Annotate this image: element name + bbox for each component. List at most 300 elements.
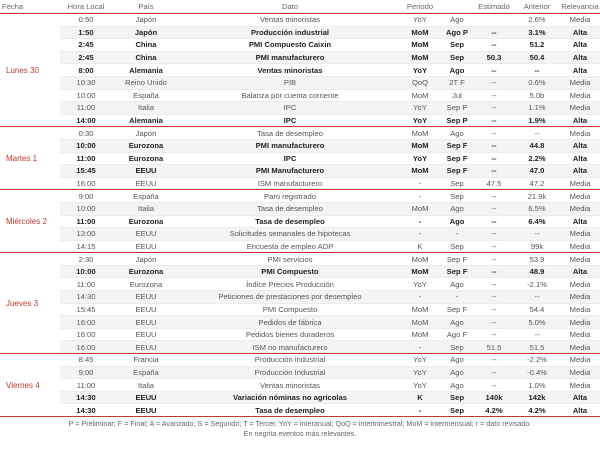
- event-country: Francia: [112, 354, 180, 367]
- event-estimate: --: [474, 366, 514, 379]
- event-month: Ago: [440, 278, 474, 291]
- table-row: [0, 114, 600, 127]
- event-name: PIB: [180, 76, 400, 89]
- event-previous: 2.2%: [514, 152, 560, 165]
- event-time: 11:00: [60, 152, 112, 165]
- table-row: [0, 64, 600, 77]
- event-relevance: Media: [560, 240, 600, 253]
- event-period: YoY: [400, 14, 440, 27]
- event-estimate: --: [474, 291, 514, 304]
- event-estimate: --: [474, 240, 514, 253]
- event-relevance: Alta: [560, 152, 600, 165]
- event-name: Producción industrial: [180, 354, 400, 367]
- event-month: Ago: [440, 215, 474, 228]
- event-relevance: Media: [560, 14, 600, 27]
- event-month: Sep F: [440, 165, 474, 178]
- table-row: [0, 240, 600, 253]
- header-estimado: Estimado: [474, 0, 514, 14]
- event-name: PMI Compuesto Caixin: [180, 39, 400, 52]
- table-row: [0, 14, 600, 27]
- event-time: 2:45: [60, 51, 112, 64]
- event-estimate: --: [474, 64, 514, 77]
- event-month: Sep: [440, 51, 474, 64]
- event-relevance: Alta: [560, 39, 600, 52]
- event-country: Japón: [112, 26, 180, 39]
- event-estimate: --: [474, 202, 514, 215]
- event-name: Peticiones de prestaciones por desempleo: [180, 291, 400, 304]
- event-time: 8:00: [60, 64, 112, 77]
- event-previous: 51.5: [514, 341, 560, 354]
- event-previous: -2.1%: [514, 278, 560, 291]
- event-country: España: [112, 190, 180, 203]
- event-relevance: Alta: [560, 215, 600, 228]
- event-previous: 142k: [514, 391, 560, 404]
- table-row: [0, 202, 600, 215]
- event-relevance: Media: [560, 89, 600, 102]
- table-row: [0, 341, 600, 354]
- event-time: 10:00: [60, 265, 112, 278]
- event-time: 11:00: [60, 379, 112, 392]
- event-relevance: Media: [560, 127, 600, 140]
- table-row: [0, 177, 600, 190]
- header-mes: [440, 0, 474, 14]
- event-estimate: 51.5: [474, 341, 514, 354]
- event-period: YoY: [400, 366, 440, 379]
- event-previous: 6.4%: [514, 215, 560, 228]
- event-period: MoM: [400, 328, 440, 341]
- event-estimate: --: [474, 139, 514, 152]
- table-row: [0, 215, 600, 228]
- event-name: Pedidos bienes duraderos: [180, 328, 400, 341]
- event-country: EEUU: [112, 328, 180, 341]
- event-time: 13:00: [60, 228, 112, 241]
- event-estimate: 50.3: [474, 51, 514, 64]
- event-month: Sep F: [440, 139, 474, 152]
- event-month: Sep F: [440, 265, 474, 278]
- event-time: 14:30: [60, 391, 112, 404]
- header-fecha: Fecha: [0, 0, 60, 14]
- table-row: [0, 354, 600, 367]
- event-relevance: Media: [560, 316, 600, 329]
- table-row: [0, 26, 600, 39]
- event-estimate: --: [474, 303, 514, 316]
- event-estimate: --: [474, 165, 514, 178]
- event-estimate: --: [474, 76, 514, 89]
- event-estimate: --: [474, 278, 514, 291]
- header-relevancia: Relevancia: [560, 0, 600, 14]
- event-previous: 47.2: [514, 177, 560, 190]
- event-time: 14:30: [60, 291, 112, 304]
- event-month: Sep: [440, 341, 474, 354]
- event-time: 14:00: [60, 114, 112, 127]
- table-row: [0, 51, 600, 64]
- event-period: -: [400, 341, 440, 354]
- table-row: [0, 291, 600, 304]
- event-month: Sep F: [440, 253, 474, 266]
- event-month: Sep: [440, 190, 474, 203]
- event-country: EEUU: [112, 303, 180, 316]
- event-country: EEUU: [112, 391, 180, 404]
- day-label: Miércoles 2: [0, 190, 60, 253]
- event-estimate: --: [474, 114, 514, 127]
- event-time: 9:00: [60, 366, 112, 379]
- event-estimate: --: [474, 127, 514, 140]
- event-estimate: --: [474, 152, 514, 165]
- event-country: España: [112, 366, 180, 379]
- table-row: [0, 391, 600, 404]
- event-name: ISM manufacturero: [180, 177, 400, 190]
- event-estimate: --: [474, 316, 514, 329]
- event-previous: 44.8: [514, 139, 560, 152]
- event-name: IPC: [180, 114, 400, 127]
- event-name: Pedidos de fábrica: [180, 316, 400, 329]
- event-estimate: --: [474, 253, 514, 266]
- event-relevance: Alta: [560, 51, 600, 64]
- event-relevance: Media: [560, 190, 600, 203]
- event-month: Sep P: [440, 102, 474, 115]
- event-period: -: [400, 190, 440, 203]
- event-period: -: [400, 215, 440, 228]
- event-period: -: [400, 291, 440, 304]
- event-name: PMI Compuesto: [180, 265, 400, 278]
- event-time: 0:50: [60, 14, 112, 27]
- event-name: PMI manufacturero: [180, 51, 400, 64]
- table-row: [0, 366, 600, 379]
- event-previous: 5.0%: [514, 316, 560, 329]
- event-country: Japón: [112, 253, 180, 266]
- event-relevance: Media: [560, 253, 600, 266]
- event-relevance: Media: [560, 379, 600, 392]
- event-previous: 99k: [514, 240, 560, 253]
- event-previous: 2.6%: [514, 14, 560, 27]
- table-row: [0, 165, 600, 178]
- footnote-bold: En negrita eventos más relevantes.: [243, 429, 357, 438]
- event-country: Italia: [112, 379, 180, 392]
- event-previous: 0.6%: [514, 76, 560, 89]
- event-estimate: --: [474, 102, 514, 115]
- event-period: K: [400, 240, 440, 253]
- event-estimate: --: [474, 328, 514, 341]
- event-previous: --: [514, 328, 560, 341]
- event-country: EEUU: [112, 228, 180, 241]
- event-period: MoM: [400, 165, 440, 178]
- event-country: EEUU: [112, 165, 180, 178]
- table-row: [0, 152, 600, 165]
- event-previous: 50.4: [514, 51, 560, 64]
- event-name: PMI servicios: [180, 253, 400, 266]
- event-previous: 53.9: [514, 253, 560, 266]
- event-period: YoY: [400, 278, 440, 291]
- event-country: Eurozona: [112, 265, 180, 278]
- event-country: Eurozona: [112, 215, 180, 228]
- event-estimate: --: [474, 379, 514, 392]
- event-name: IPC: [180, 152, 400, 165]
- event-country: Eurozona: [112, 139, 180, 152]
- event-previous: 5.0b: [514, 89, 560, 102]
- event-period: YoY: [400, 102, 440, 115]
- event-name: Tasa de desempleo: [180, 404, 400, 417]
- event-month: Ago: [440, 366, 474, 379]
- table-row: [0, 316, 600, 329]
- event-time: 16:00: [60, 316, 112, 329]
- event-relevance: Media: [560, 303, 600, 316]
- event-country: EEUU: [112, 291, 180, 304]
- event-time: 15:45: [60, 165, 112, 178]
- table-row: [0, 303, 600, 316]
- day-label: Jueves 3: [0, 253, 60, 354]
- event-relevance: Alta: [560, 139, 600, 152]
- event-month: Ago: [440, 354, 474, 367]
- event-period: MoM: [400, 303, 440, 316]
- event-country: Italia: [112, 202, 180, 215]
- event-time: 14:30: [60, 404, 112, 417]
- event-time: 10:00: [60, 139, 112, 152]
- day-label: Viernes 4: [0, 354, 60, 417]
- table-row: [0, 228, 600, 241]
- header-pais: País: [112, 0, 180, 14]
- event-relevance: Alta: [560, 404, 600, 417]
- table-row: [0, 328, 600, 341]
- table-row: [0, 76, 600, 89]
- event-name: Tasa de desempleo: [180, 127, 400, 140]
- event-period: MoM: [400, 202, 440, 215]
- event-period: YoY: [400, 354, 440, 367]
- event-previous: 4.2%: [514, 404, 560, 417]
- event-relevance: Media: [560, 228, 600, 241]
- event-period: MoM: [400, 253, 440, 266]
- event-previous: --: [514, 228, 560, 241]
- event-country: Alemania: [112, 114, 180, 127]
- event-relevance: Alta: [560, 64, 600, 77]
- event-country: Eurozona: [112, 278, 180, 291]
- table-row: [0, 139, 600, 152]
- event-previous: 1.1%: [514, 102, 560, 115]
- event-time: 16:00: [60, 177, 112, 190]
- event-time: 15:45: [60, 303, 112, 316]
- event-time: 2:30: [60, 253, 112, 266]
- event-time: 10:30: [60, 76, 112, 89]
- event-period: YoY: [400, 152, 440, 165]
- event-estimate: --: [474, 39, 514, 52]
- event-previous: 21.9k: [514, 190, 560, 203]
- event-previous: 3.1%: [514, 26, 560, 39]
- event-country: EEUU: [112, 316, 180, 329]
- event-relevance: Media: [560, 366, 600, 379]
- event-relevance: Media: [560, 328, 600, 341]
- event-previous: 54.4: [514, 303, 560, 316]
- event-month: Sep P: [440, 114, 474, 127]
- event-country: EEUU: [112, 341, 180, 354]
- header-dato: Dato: [180, 0, 400, 14]
- event-country: China: [112, 39, 180, 52]
- event-month: Ago P: [440, 26, 474, 39]
- event-country: Japón: [112, 127, 180, 140]
- header-row: [0, 0, 600, 14]
- event-name: Ventas minoristas: [180, 14, 400, 27]
- event-country: EEUU: [112, 177, 180, 190]
- event-relevance: Media: [560, 341, 600, 354]
- event-country: Reino Unido: [112, 76, 180, 89]
- event-previous: 47.0: [514, 165, 560, 178]
- event-time: 11:00: [60, 278, 112, 291]
- event-relevance: Media: [560, 278, 600, 291]
- event-previous: 6.5%: [514, 202, 560, 215]
- event-estimate: [474, 14, 514, 27]
- event-period: MoM: [400, 265, 440, 278]
- table-row: [0, 278, 600, 291]
- event-name: Ventas minoristas: [180, 64, 400, 77]
- event-estimate: --: [474, 228, 514, 241]
- event-name: Encuesta de empleo ADP: [180, 240, 400, 253]
- calendar-body: [0, 14, 600, 417]
- event-month: Ago: [440, 202, 474, 215]
- event-name: PMI Compuesto: [180, 303, 400, 316]
- event-period: YoY: [400, 114, 440, 127]
- event-country: España: [112, 89, 180, 102]
- event-month: Sep: [440, 177, 474, 190]
- event-month: Sep: [440, 39, 474, 52]
- event-month: Ago: [440, 14, 474, 27]
- event-name: Ventas minoristas: [180, 379, 400, 392]
- event-name: Balanza por cuenta corriente: [180, 89, 400, 102]
- event-period: MoM: [400, 51, 440, 64]
- event-month: Sep: [440, 240, 474, 253]
- event-month: Sep: [440, 404, 474, 417]
- event-country: Alemania: [112, 64, 180, 77]
- event-previous: -2.2%: [514, 354, 560, 367]
- event-time: 11:00: [60, 215, 112, 228]
- event-name: Variación nóminas no agrícolas: [180, 391, 400, 404]
- event-country: Eurozona: [112, 152, 180, 165]
- event-month: Jul: [440, 89, 474, 102]
- event-time: 1:50: [60, 26, 112, 39]
- event-country: China: [112, 51, 180, 64]
- event-relevance: Media: [560, 177, 600, 190]
- table-row: [0, 253, 600, 266]
- event-time: 8:45: [60, 354, 112, 367]
- table-row: [0, 190, 600, 203]
- event-period: MoM: [400, 26, 440, 39]
- event-period: K: [400, 391, 440, 404]
- event-month: Ago: [440, 316, 474, 329]
- event-month: Sep F: [440, 152, 474, 165]
- event-previous: 48.9: [514, 265, 560, 278]
- event-period: -: [400, 177, 440, 190]
- event-previous: --: [514, 64, 560, 77]
- table-row: [0, 265, 600, 278]
- footnotes: [0, 419, 600, 439]
- event-month: 2T F: [440, 76, 474, 89]
- header-anterior: Anterior: [514, 0, 560, 14]
- event-name: Tasa de desempleo: [180, 215, 400, 228]
- event-estimate: --: [474, 190, 514, 203]
- event-name: IPC: [180, 102, 400, 115]
- event-previous: 1.0%: [514, 379, 560, 392]
- event-name: Tasa de desempleo: [180, 202, 400, 215]
- event-previous: 51.2: [514, 39, 560, 52]
- event-period: -: [400, 404, 440, 417]
- event-estimate: 47.5: [474, 177, 514, 190]
- event-period: MoM: [400, 127, 440, 140]
- event-previous: -0.4%: [514, 366, 560, 379]
- table-row: [0, 379, 600, 392]
- event-relevance: Media: [560, 354, 600, 367]
- event-month: Ago: [440, 127, 474, 140]
- event-time: 16:00: [60, 341, 112, 354]
- event-name: Producción Industrial: [180, 366, 400, 379]
- event-period: YoY: [400, 379, 440, 392]
- event-period: YoY: [400, 64, 440, 77]
- table-row: [0, 127, 600, 140]
- event-period: MoM: [400, 39, 440, 52]
- event-name: Índice Precios Producción: [180, 278, 400, 291]
- event-estimate: 140k: [474, 391, 514, 404]
- table-row: [0, 404, 600, 417]
- event-time: 9:00: [60, 190, 112, 203]
- event-estimate: --: [474, 354, 514, 367]
- event-month: Sep F: [440, 303, 474, 316]
- event-country: EEUU: [112, 404, 180, 417]
- event-estimate: --: [474, 89, 514, 102]
- event-country: EEUU: [112, 240, 180, 253]
- event-month: -: [440, 291, 474, 304]
- event-time: 10:00: [60, 89, 112, 102]
- event-time: 10:00: [60, 202, 112, 215]
- event-relevance: Alta: [560, 26, 600, 39]
- event-name: PMI manufacturero: [180, 139, 400, 152]
- day-label: Lunes 30: [0, 14, 60, 127]
- event-period: MoM: [400, 89, 440, 102]
- event-time: 2:45: [60, 39, 112, 52]
- event-name: Solicitudes semanales de hipotecas: [180, 228, 400, 241]
- event-previous: 1.9%: [514, 114, 560, 127]
- event-estimate: 4.2%: [474, 404, 514, 417]
- event-month: Sep: [440, 391, 474, 404]
- table-row: [0, 102, 600, 115]
- event-period: -: [400, 228, 440, 241]
- event-period: MoM: [400, 316, 440, 329]
- event-period: QoQ: [400, 76, 440, 89]
- event-relevance: Media: [560, 291, 600, 304]
- event-name: Paro registrado: [180, 190, 400, 203]
- header-periodo: Periodo: [400, 0, 440, 14]
- event-month: Ago: [440, 379, 474, 392]
- event-estimate: --: [474, 265, 514, 278]
- footnote-abbreviations: P = Preliminar; F = Final; A = Avanzado; S = Segundo; T = Tercer. YoY = interanual; QoQ = intertrimestral; MoM = intermensual; r = dato revisado.: [68, 419, 532, 428]
- event-previous: --: [514, 127, 560, 140]
- event-country: Italia: [112, 102, 180, 115]
- event-country: Japón: [112, 14, 180, 27]
- event-month: -: [440, 228, 474, 241]
- event-relevance: Media: [560, 76, 600, 89]
- event-relevance: Alta: [560, 391, 600, 404]
- table-row: [0, 39, 600, 52]
- event-time: 0:30: [60, 127, 112, 140]
- event-relevance: Alta: [560, 165, 600, 178]
- event-estimate: --: [474, 215, 514, 228]
- event-time: 11:00: [60, 102, 112, 115]
- event-relevance: Alta: [560, 114, 600, 127]
- event-name: PMI Manufacturero: [180, 165, 400, 178]
- event-name: Producción industrial: [180, 26, 400, 39]
- table-row: [0, 89, 600, 102]
- event-time: 16:00: [60, 328, 112, 341]
- day-label: Martes 1: [0, 127, 60, 190]
- event-relevance: Alta: [560, 265, 600, 278]
- event-relevance: Media: [560, 202, 600, 215]
- event-time: 14:15: [60, 240, 112, 253]
- event-previous: --: [514, 291, 560, 304]
